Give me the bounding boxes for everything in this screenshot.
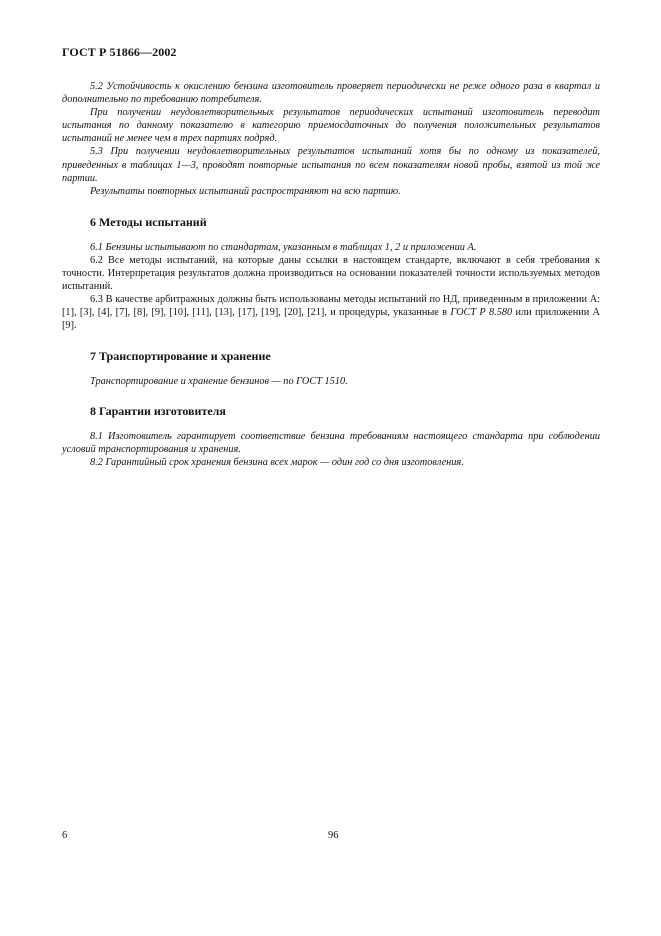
paragraph-5-3-continued: Результаты повторных испытаний распространяют на всю партию. bbox=[90, 185, 401, 197]
document-body bbox=[62, 80, 600, 469]
paragraph-6-2: 6.2 Все методы испытаний, на которые даны ссылки в настоящем стандарте, включают в себя требования к точности. Интерпретация результатов должна производиться на основании показателей точности используемых методов испытаний. bbox=[62, 254, 600, 293]
paragraph-8-1: 8.1 Изготовитель гарантирует соответствие бензина требованиям настоящего стандарта при соблюдении условий транспортирования и хранения. bbox=[62, 430, 600, 455]
sheet-number: 96 bbox=[328, 830, 339, 841]
document-header: ГОСТ Р 51866—2002 bbox=[62, 45, 177, 59]
paragraph-6-3 bbox=[62, 293, 600, 332]
paragraph-6-3-tail: или приложении А [9]. bbox=[62, 307, 600, 332]
paragraph-5-2-continued: При получении неудовлетворительных результатов периодических испытаний изготовитель переводит испытания по данному показателю в категорию приемосдаточных до получения положительных результатов испытаний не менее чем в трех партиях подряд. bbox=[62, 107, 600, 145]
paragraph-6-1: 6.1 Бензины испытывают по стандартам, указанным в таблицах 1, 2 и приложении А. bbox=[90, 241, 477, 253]
paragraph-8-2: 8.2 Гарантийный срок хранения бензина всех марок — один год со дня изготовления. bbox=[90, 456, 464, 468]
section-7-heading: 7 Транспортирование и хранение bbox=[90, 348, 271, 363]
paragraph-6-3-text: 6.3 В качестве арбитражных должны быть использованы методы испытаний по НД, приведенным в приложении А: [1], [3], [4], [7], [8], [9], [10], [11], [13], [17], [19], [20], [21], и процедуры, указанные в bbox=[62, 294, 600, 319]
paragraph-7: Транспортирование и хранение бензинов — по ГОСТ 1510. bbox=[90, 375, 348, 387]
section-8-heading: 8 Гарантии изготовителя bbox=[90, 403, 226, 418]
paragraph-5-2: 5.2 Устойчивость к окислению бензина изготовитель проверяет периодически не реже одного раза в квартал и дополнительно по требованию потребителя. bbox=[62, 81, 600, 106]
paragraph-5-3: 5.3 При получении неудовлетворительных результатов испытаний хотя бы по одному из показателей, приведенных в таблицах 1—3, проводят повторные испытания по всем показателям новой пробы, взятой из той же партии. bbox=[62, 146, 600, 184]
page-number: 6 bbox=[62, 830, 68, 841]
gost-reference: ГОСТ Р 8.580 bbox=[450, 307, 513, 319]
section-6-heading: 6 Методы испытаний bbox=[90, 214, 207, 229]
